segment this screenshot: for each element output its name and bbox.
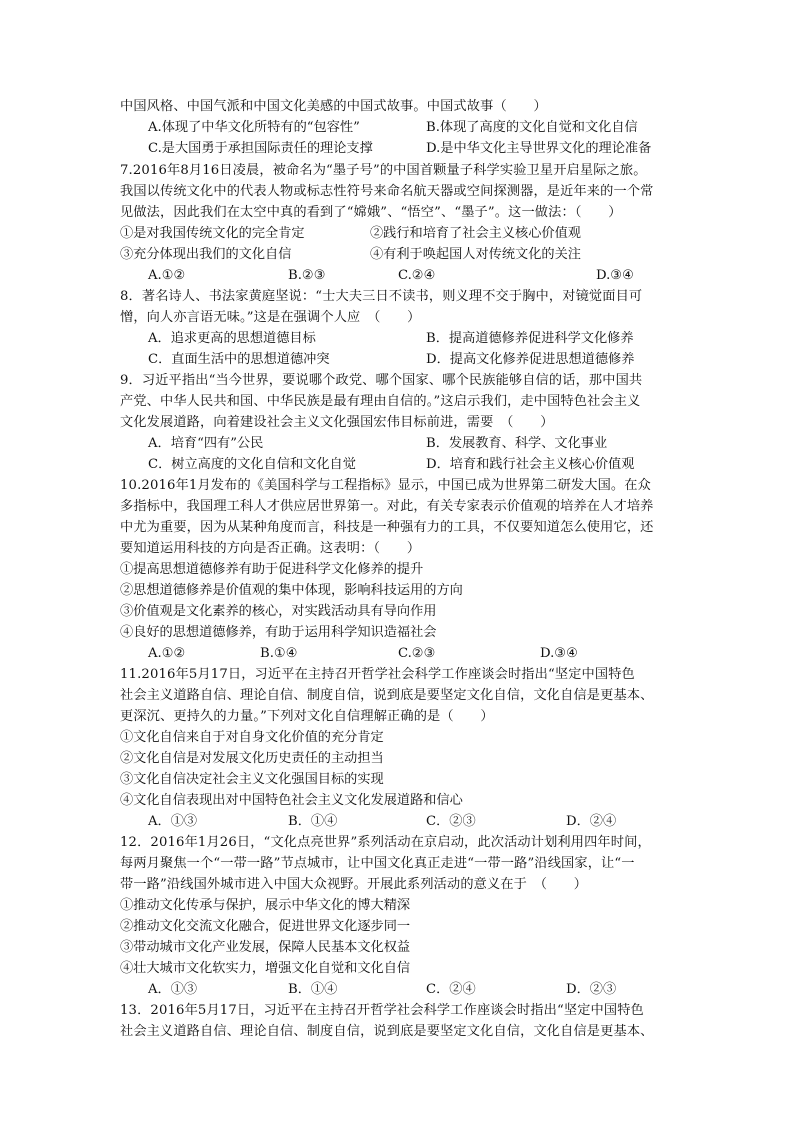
q6-option-a: A.体现了中华文化所特有的“包容性” <box>148 120 360 135</box>
q7-option-a: A.①② <box>148 268 186 283</box>
q6-option-c: C.是大国勇于承担国际责任的理论支撑 <box>148 141 373 156</box>
q6-stem: 中国风格、中国气派和中国文化美感的中国式故事。中国式故事（ ） <box>120 99 547 114</box>
q10-stem-line-1: 10.2016年1月发布的《美国科学与工程指标》显示，中国已成为世界第二研发大国。在众 <box>120 478 651 493</box>
q10-stem-line-3: 中尤为重要，因为从某种角度而言，科技是一种强有力的工具，不仅要知道怎么使用它，还 <box>120 520 654 535</box>
q8-stem-line-2: 憎，向人亦言语无味。”这是在强调个人应 （ ） <box>120 310 421 325</box>
q11-item-4: ④文化自信表现出对中国特色社会主义文化发展道路和信心 <box>120 793 463 808</box>
q12-item-2: ②推动文化交流文化融合，促进世界文化逐步同一 <box>120 919 411 934</box>
q11-option-c: C．②③ <box>426 814 476 829</box>
q10-option-a: A.①② <box>148 646 186 661</box>
q12-stem-line-2: 每两月聚焦一个“一带一路”节点城市，让中国文化真正走进“一带一路”沿线国家，让“一 <box>120 856 635 871</box>
q9-stem-line-3: 文化发展道路，向着建设社会主义文化强国宏伟目标前进，需要 （ ） <box>120 415 554 430</box>
q10-item-1: ①提高思想道德修养有助于促进科学文化修养的提升 <box>120 562 424 577</box>
q8-option-b: B．提高道德修养促进科学文化修养 <box>426 331 634 346</box>
q12-item-1: ①推动文化传承与保护，展示中华文化的博大精深 <box>120 898 411 913</box>
q12-option-c: C．②④ <box>426 982 476 997</box>
q12-item-3: ③带动城市文化产业发展，保障人民基本文化权益 <box>120 940 411 955</box>
q13-stem-line-1: 13．2016年5月17日，习近平在主持召开哲学社会科学工作座谈会时指出“坚定中国特色 <box>120 1003 644 1018</box>
q8-stem-line-1: 8．著名诗人、书法家黄庭坚说：“士大夫三日不读书，则义理不交于胸中，对镜觉面目可 <box>120 289 643 304</box>
q7-item-2: ②践行和培育了社会主义核心价值观 <box>370 226 581 241</box>
q6-option-d: D.是中华文化主导世界文化的理论准备 <box>426 141 652 156</box>
q11-option-a: A．①③ <box>148 814 198 829</box>
q9-option-c: C．树立高度的文化自信和文化自觉 <box>148 457 356 472</box>
q11-stem-line-2: 社会主义道路自信、理论自信、制度自信，说到底是要坚定文化自信，文化自信是更基本、 <box>120 688 654 703</box>
q7-item-1: ①是对我国传统文化的完全肯定 <box>120 226 305 241</box>
q10-item-2: ②思想道德修养是价值观的集中体现，影响科技运用的方向 <box>120 583 463 598</box>
q9-option-a: A．培育“四有”公民 <box>148 436 264 451</box>
q8-option-c: C．直面生活中的思想道德冲突 <box>148 352 330 367</box>
q10-item-3: ③价值观是文化素养的核心，对实践活动具有导向作用 <box>120 604 437 619</box>
q7-item-3: ③充分体现出我们的文化自信 <box>120 247 292 262</box>
q11-item-3: ③文化自信决定社会主义文化强国目标的实现 <box>120 772 384 787</box>
q9-stem-line-1: 9．习近平指出“当今世界，要说哪个政党、哪个国家、哪个民族能够自信的话，那中国共 <box>120 373 643 388</box>
q7-stem-line-2: 我国以传统文化中的代表人物或标志性符号来命名航天器或空间探测器，是近年来的一个常 <box>120 184 654 199</box>
q12-option-d: D．②③ <box>566 982 617 997</box>
q10-option-d: D.③④ <box>540 646 578 661</box>
q10-item-4: ④良好的思想道德修养，有助于运用科学知识造福社会 <box>120 625 437 640</box>
q11-item-2: ②文化自信是对发展文化历史责任的主动担当 <box>120 751 384 766</box>
q9-stem-line-2: 产党、中华人民共和国、中华民族是最有理由自信的。”这启示我们，走中国特色社会主义 <box>120 394 641 409</box>
q11-stem-line-1: 11.2016年5月17日，习近平在主持召开哲学社会科学工作座谈会时指出“坚定中国特色 <box>120 667 635 682</box>
q8-option-d: D．提高文化修养促进思想道德修养 <box>426 352 635 367</box>
q9-option-d: D．培育和践行社会主义核心价值观 <box>426 457 635 472</box>
q10-stem-line-2: 多指标中，我国理工科人才供应居世界第一。对此，有关专家表示价值观的培养在人才培养 <box>120 499 654 514</box>
q12-item-4: ④壮大城市文化软实力，增强文化自觉和文化自信 <box>120 961 411 976</box>
q8-option-a: A．追求更高的思想道德目标 <box>148 331 316 346</box>
q7-stem-line-1: 7.2016年8月16日凌晨，被命名为“墨子号”的中国首颗量子科学实验卫星开启星际之旅。 <box>120 163 647 178</box>
q12-option-b: B．①④ <box>288 982 338 997</box>
q6-option-b: B.体现了高度的文化自觉和文化自信 <box>426 120 638 135</box>
q11-item-1: ①文化自信来自于对自身文化价值的充分肯定 <box>120 730 384 745</box>
q7-option-c: C.②④ <box>398 268 436 283</box>
q7-item-4: ④有利于唤起国人对传统文化的关注 <box>370 247 581 262</box>
q9-option-b: B．发展教育、科学、文化事业 <box>426 436 608 451</box>
q12-stem-line-1: 12．2016年1月26日，“文化点亮世界”系列活动在京启动，此次活动计划利用四年时间， <box>120 835 651 850</box>
q10-option-b: B.①④ <box>260 646 298 661</box>
q11-option-b: B．①④ <box>288 814 338 829</box>
q10-option-c: C.②③ <box>398 646 436 661</box>
q7-option-b: B.②③ <box>288 268 326 283</box>
q11-stem-line-3: 更深沉、更持久的力量。”下列对文化自信理解正确的是（ ） <box>120 709 494 724</box>
q13-stem-line-2: 社会主义道路自信、理论自信、制度自信，说到底是要坚定文化自信，文化自信是更基本、 <box>120 1024 654 1039</box>
q7-option-d: D.③④ <box>596 268 634 283</box>
q7-stem-line-3: 见做法，因此我们在太空中真的看到了“嫦娥”、“悟空”、“墨子”。这一做法：（ ） <box>120 205 622 220</box>
q10-stem-line-4: 要知道运用科技的方向是否正确。这表明：（ ） <box>120 541 421 556</box>
q12-stem-line-3: 带一路”沿线国外城市进入中国大众视野。开展此系列活动的意义在于 （ ） <box>120 877 588 892</box>
q11-option-d: D．②④ <box>566 814 617 829</box>
q12-option-a: A．①③ <box>148 982 198 997</box>
